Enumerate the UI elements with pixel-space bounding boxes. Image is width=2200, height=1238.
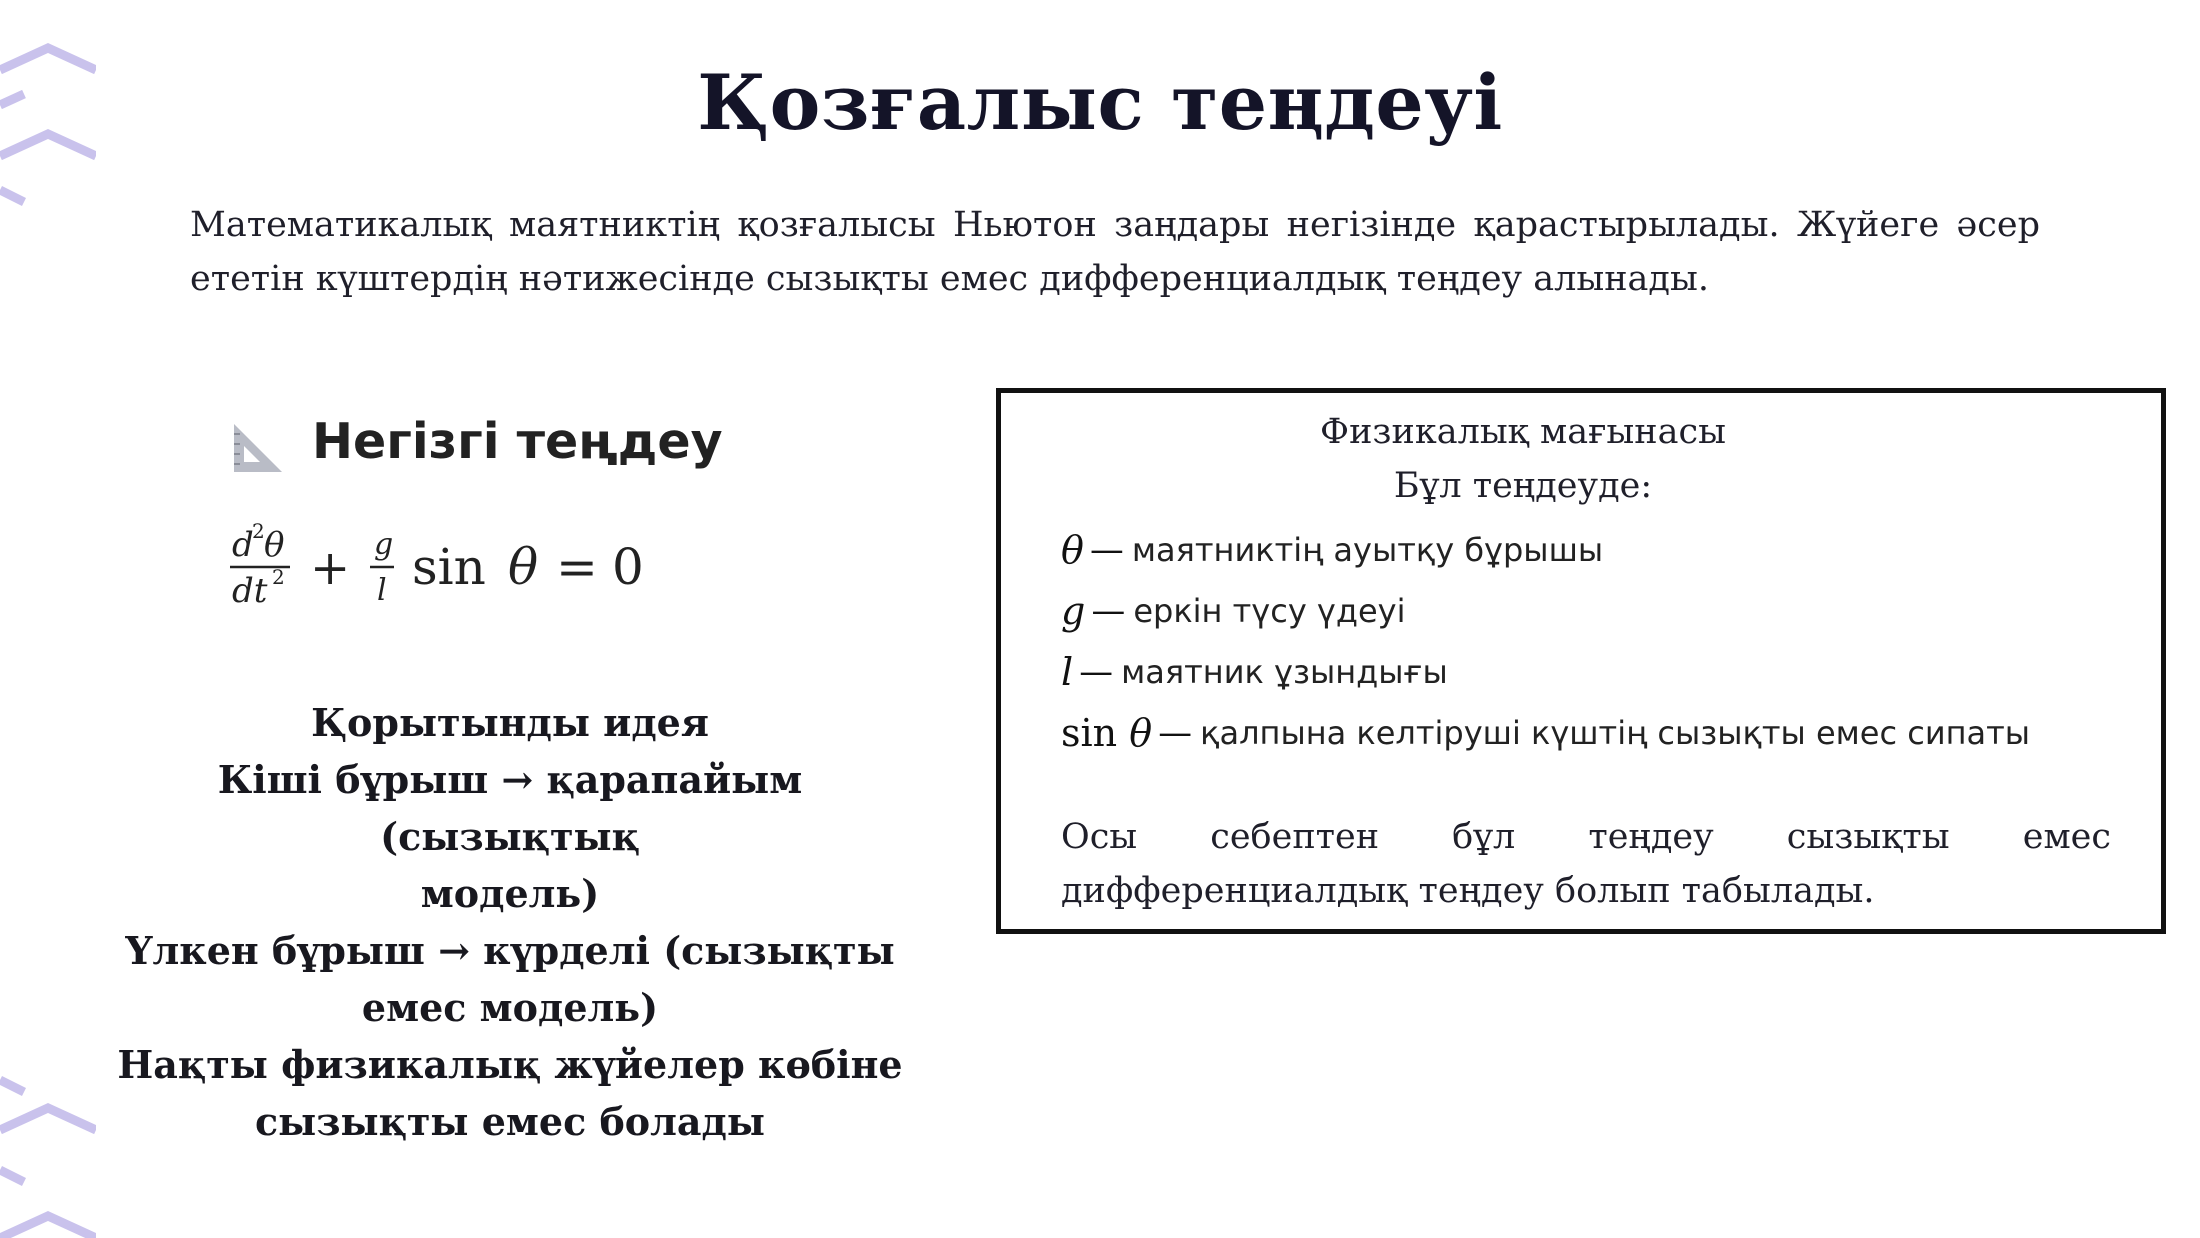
definition-symbol: g [1061, 588, 1086, 633]
chevron-decoration-bottom [0, 1070, 96, 1238]
eq-sin: sin [412, 538, 486, 596]
eq-l: l [377, 573, 387, 608]
definition-symbol: θ [1061, 527, 1084, 572]
eq-zero: 0 [612, 538, 644, 596]
eq-equals: = [556, 538, 598, 596]
main-equation [226, 510, 686, 620]
panel-title-line: Физикалық мағынасы [1320, 412, 1726, 452]
conclusion-line: Нақты физикалық жүйелер көбіне [117, 1042, 903, 1087]
conclusion-line: Үлкен бұрыш → күрделі (сызықты [125, 928, 895, 973]
definition-row-g [1061, 580, 2141, 641]
conclusion-line: емес модель) [361, 985, 659, 1030]
panel-title [1233, 405, 1813, 513]
eq-g: g [374, 527, 394, 562]
definition-symbol [1061, 711, 1152, 755]
eq-num-theta: θ [264, 525, 285, 565]
eq-num-d: d [232, 525, 254, 565]
triangle-ruler-icon [230, 420, 286, 476]
eq-den-sup: 2 [272, 565, 285, 589]
panel-subtitle-line: Бұл теңдеуде: [1393, 466, 1653, 506]
conclusion-title: Қорытынды идея [311, 700, 709, 745]
definition-symbol-var: θ [1129, 710, 1153, 755]
definition-symbol-fn: sin [1061, 710, 1118, 755]
definition-dash: — [1158, 712, 1193, 753]
definitions-list [1061, 519, 2141, 763]
definition-symbol: l [1061, 649, 1074, 694]
eq-theta: θ [508, 538, 539, 596]
definition-text: маятник ұзындығы [1121, 652, 1448, 691]
definition-dash: — [1089, 529, 1124, 570]
definition-text: қалпына келтіруші күштің сызықты емес сипаты [1200, 713, 2031, 752]
definition-text: еркін түсу үдеуі [1133, 591, 1406, 630]
conclusion-line: модель) [420, 871, 600, 916]
conclusion-line: сызықты емес болады [255, 1099, 765, 1144]
equation-block [226, 405, 726, 625]
definition-dash: — [1091, 590, 1126, 631]
physical-meaning-panel [996, 388, 2166, 934]
equation-heading: Негізгі теңдеу [312, 413, 723, 470]
definition-row-theta [1061, 519, 2141, 580]
definition-text: маятниктің ауытқу бұрышы [1131, 530, 1604, 569]
eq-den-dt: dt [232, 571, 268, 611]
definition-dash: — [1079, 651, 1114, 692]
eq-plus: + [310, 540, 351, 596]
conclusion-line: Кіші бұрыш → қарапайым (сызықтық [217, 757, 803, 859]
conclusion-block [90, 694, 930, 1150]
panel-note: Осы себептен бұл теңдеу сызықты емес дифференциалдық теңдеу болып табылады. [1061, 817, 2111, 911]
eq-num-sup: 2 [252, 519, 265, 543]
definition-row-sin-theta [1061, 702, 2141, 763]
intro-paragraph: Математикалық маятниктің қозғалысы Ньютон заңдары негізінде қарастырылады. Жүйеге әсер ететін күштердің нәтижесінде сызықты емес дифференциалдық теңдеу алынады. [190, 205, 2040, 299]
definition-row-l [1061, 641, 2141, 702]
slide-title: Қозғалыс теңдеуі [697, 58, 1503, 147]
